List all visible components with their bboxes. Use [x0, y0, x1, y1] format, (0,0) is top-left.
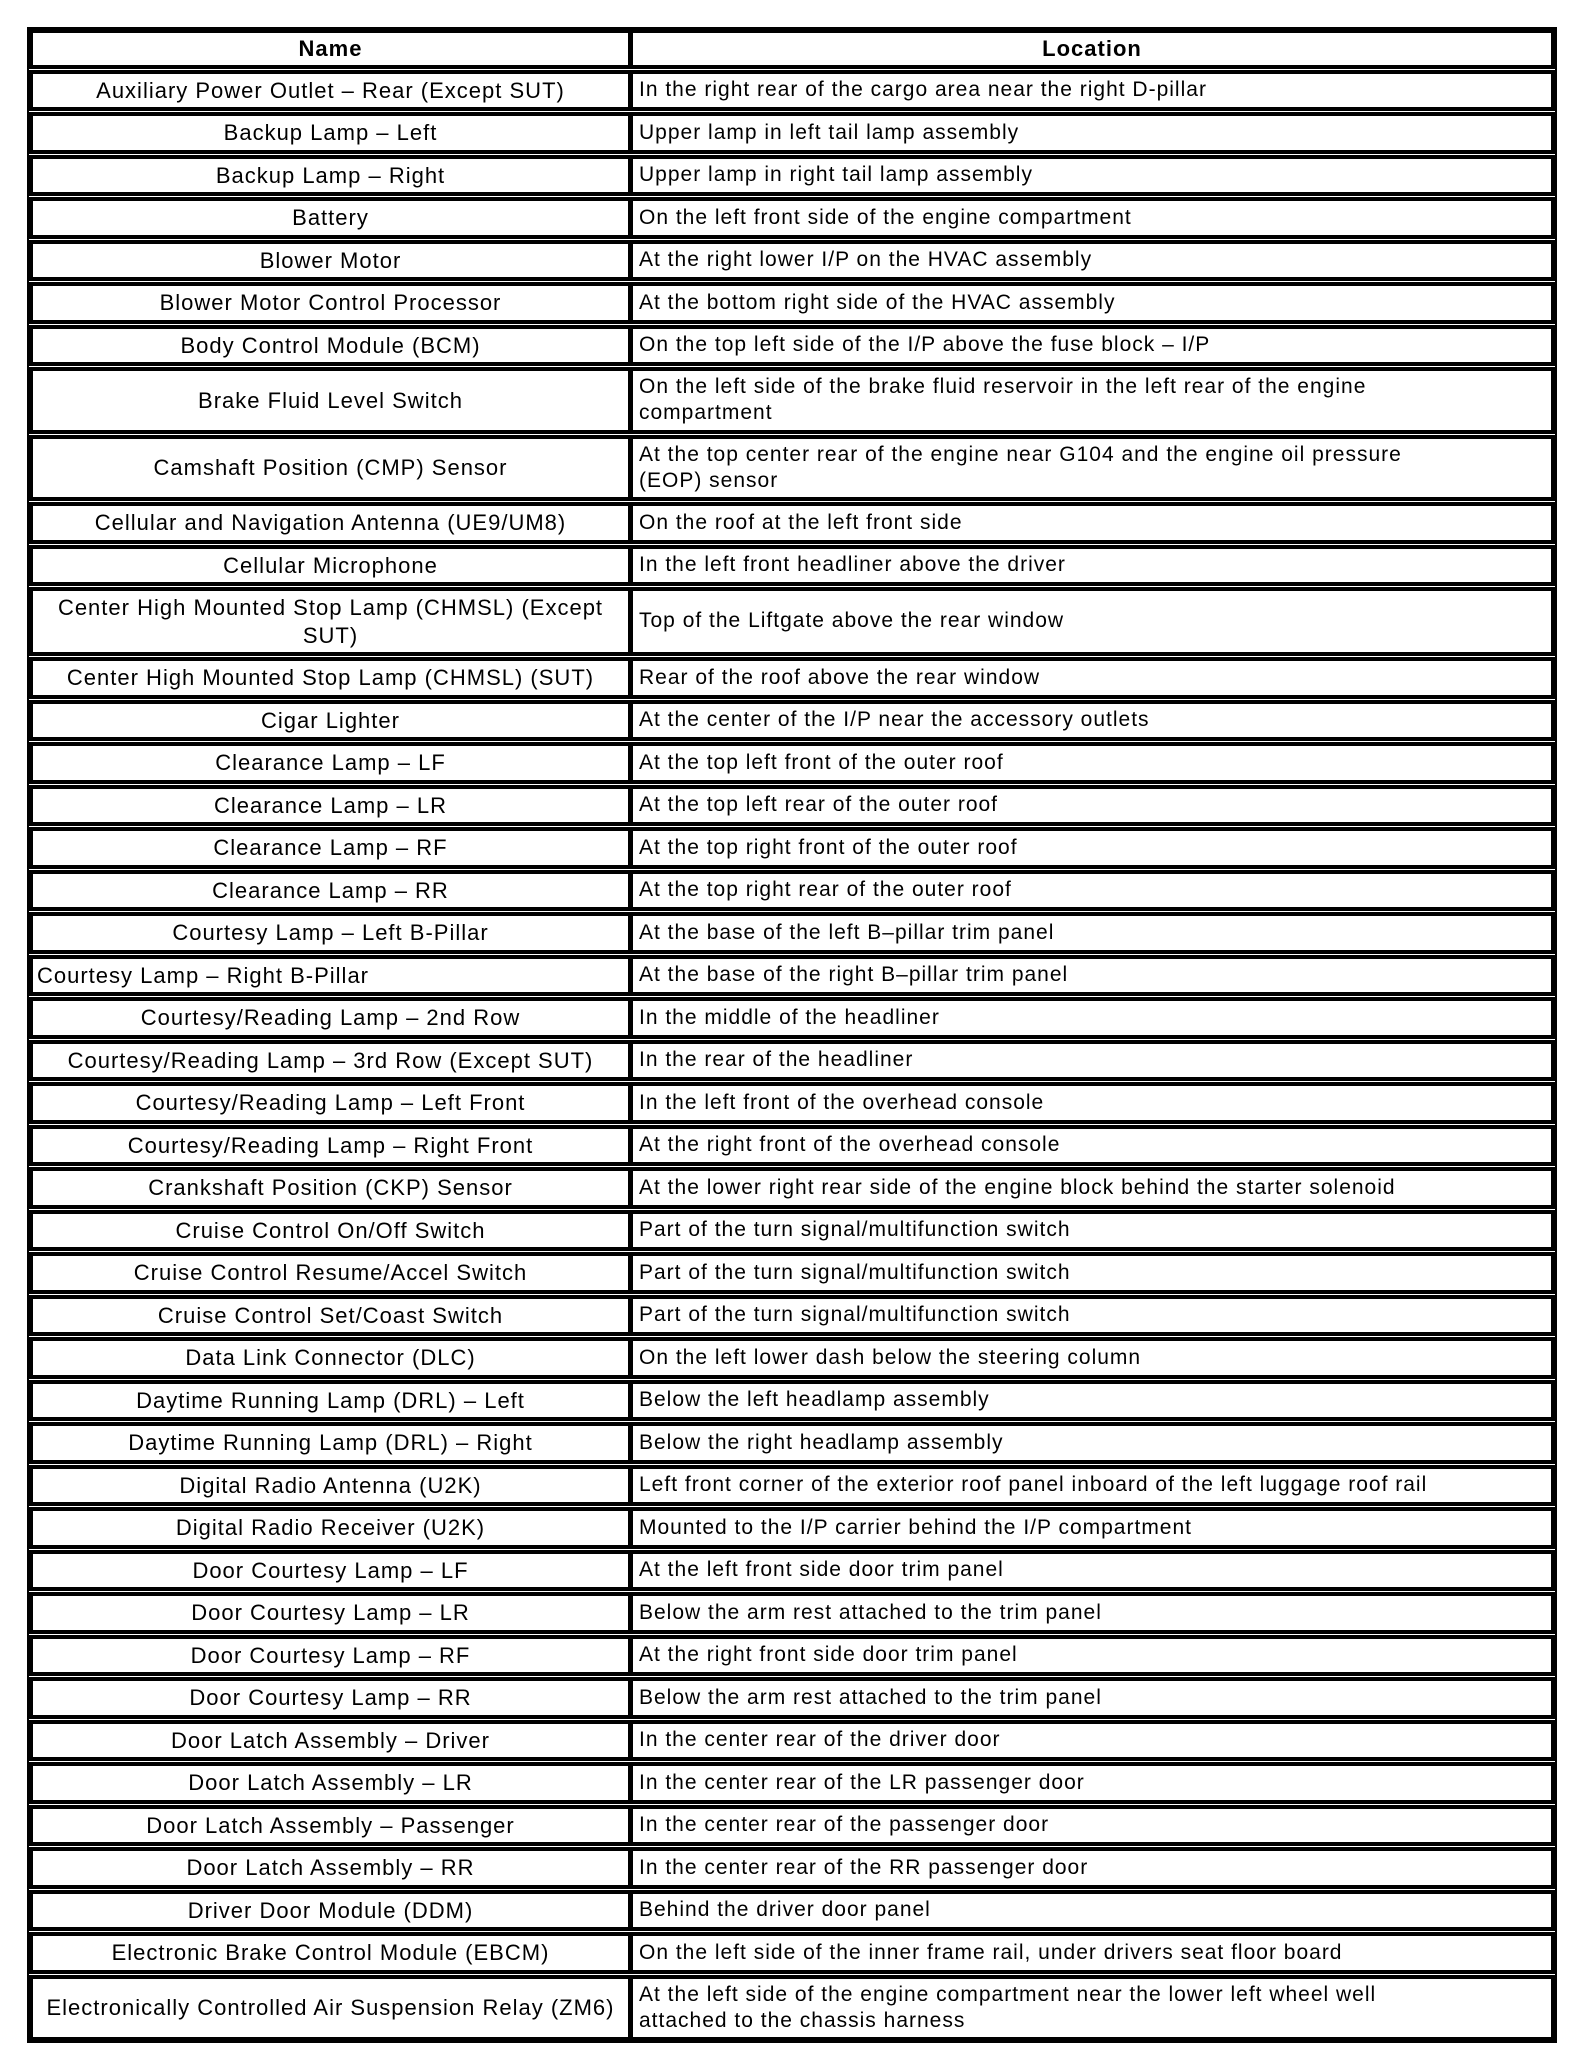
- component-name-cell: Backup Lamp – Right: [33, 159, 633, 193]
- table-row: [29, 1677, 1555, 1719]
- component-name-cell: Digital Radio Receiver (U2K): [33, 1511, 633, 1545]
- component-location-cell: At the base of the right B–pillar trim panel: [639, 963, 1069, 987]
- table-row: [29, 367, 1555, 434]
- component-location-cell: Upper lamp in right tail lamp assembly: [639, 163, 1033, 187]
- component-name-cell: Clearance Lamp – RF: [33, 831, 633, 865]
- table-row: [29, 742, 1555, 784]
- table-row: [29, 1252, 1555, 1294]
- table-row: [29, 1762, 1555, 1804]
- component-location-cell: At the left side of the engine compartment near the lower left wheel well attached to the chassis harness: [639, 1982, 1377, 2032]
- component-location-cell: Below the arm rest attached to the trim panel: [639, 1685, 1102, 1709]
- component-name-cell: Clearance Lamp – LF: [33, 746, 633, 780]
- component-name-cell: Courtesy/Reading Lamp – Left Front: [33, 1086, 633, 1120]
- table-row: [29, 1890, 1555, 1932]
- table-row: [29, 1975, 1555, 2042]
- table-row: [29, 325, 1555, 367]
- component-name-cell: Driver Door Module (DDM): [33, 1894, 633, 1928]
- component-name-cell: Body Control Module (BCM): [33, 329, 633, 363]
- component-name-cell: Cruise Control Resume/Accel Switch: [33, 1256, 633, 1290]
- component-location-cell: At the bottom right side of the HVAC assembly: [639, 290, 1116, 314]
- component-name-cell: Courtesy Lamp – Left B-Pillar: [33, 916, 633, 950]
- component-location-cell: On the roof at the left front side: [639, 510, 963, 534]
- table-row: [29, 1082, 1555, 1124]
- component-location-cell: In the center rear of the passenger door: [639, 1813, 1050, 1837]
- table-row: [29, 1380, 1555, 1422]
- table-row: [29, 785, 1555, 827]
- component-location-cell: In the center rear of the driver door: [639, 1728, 1001, 1752]
- locations-table: [27, 27, 1557, 2043]
- table-row: [29, 155, 1555, 197]
- table-row: [29, 1040, 1555, 1082]
- component-name-cell: Cruise Control On/Off Switch: [33, 1214, 633, 1248]
- component-location-cell: At the center of the I/P near the accessory outlets: [639, 708, 1150, 732]
- table-row: [29, 912, 1555, 954]
- table-row: [29, 870, 1555, 912]
- column-header-name: Name: [33, 33, 633, 65]
- table-row: [29, 197, 1555, 239]
- component-name-cell: Electronically Controlled Air Suspension Relay (ZM6): [33, 1979, 633, 2038]
- table-row: [29, 112, 1555, 154]
- table-row: [29, 1805, 1555, 1847]
- component-name-cell: Camshaft Position (CMP) Sensor: [33, 439, 633, 498]
- table-row: [29, 1592, 1555, 1634]
- table-row: [29, 1635, 1555, 1677]
- component-location-cell: In the left front of the overhead console: [639, 1090, 1045, 1114]
- table-row: [29, 657, 1555, 699]
- component-name-cell: Door Courtesy Lamp – LF: [33, 1554, 633, 1588]
- table-row: [29, 545, 1555, 587]
- component-location-cell: At the right lower I/P on the HVAC assembly: [639, 248, 1093, 272]
- component-location-cell: At the lower right rear side of the engine block behind the starter solenoid: [639, 1175, 1396, 1199]
- component-name-cell: Cellular and Navigation Antenna (UE9/UM8): [33, 506, 633, 540]
- component-location-cell: Behind the driver door panel: [639, 1898, 931, 1922]
- component-location-cell: Part of the turn signal/multifunction switch: [639, 1260, 1071, 1284]
- column-header-location: Location: [1042, 36, 1142, 61]
- component-location-cell: Below the arm rest attached to the trim panel: [639, 1600, 1102, 1624]
- table-row: [29, 1550, 1555, 1592]
- component-name-cell: Door Courtesy Lamp – RR: [33, 1681, 633, 1715]
- component-location-cell: Below the right headlamp assembly: [639, 1430, 1004, 1454]
- component-name-cell: Brake Fluid Level Switch: [33, 371, 633, 430]
- component-name-cell: Daytime Running Lamp (DRL) – Left: [33, 1384, 633, 1418]
- component-location-cell: At the top right front of the outer roof: [639, 835, 1018, 859]
- component-location-cell: At the left front side door trim panel: [639, 1558, 1004, 1582]
- component-name-cell: Door Latch Assembly – Driver: [33, 1724, 633, 1758]
- table-row: [29, 955, 1555, 997]
- component-name-cell: Door Latch Assembly – RR: [33, 1851, 633, 1885]
- component-name-cell: Courtesy/Reading Lamp – 2nd Row: [33, 1001, 633, 1035]
- table-row: [29, 1337, 1555, 1379]
- component-name-cell: Daytime Running Lamp (DRL) – Right: [33, 1426, 633, 1460]
- component-name-cell: Blower Motor Control Processor: [33, 286, 633, 320]
- component-location-cell: At the right front side door trim panel: [639, 1643, 1018, 1667]
- component-name-cell: Door Courtesy Lamp – RF: [33, 1639, 633, 1673]
- component-name-cell: Cigar Lighter: [33, 704, 633, 738]
- component-name-cell: Clearance Lamp – RR: [33, 874, 633, 908]
- component-location-cell: In the center rear of the LR passenger door: [639, 1770, 1085, 1794]
- table-row: [29, 1422, 1555, 1464]
- component-name-cell: Door Latch Assembly – LR: [33, 1766, 633, 1800]
- component-name-cell: Courtesy/Reading Lamp – 3rd Row (Except SUT): [33, 1044, 633, 1078]
- component-name-cell: Backup Lamp – Left: [33, 116, 633, 150]
- component-name-cell: Center High Mounted Stop Lamp (CHMSL) (Except SUT): [33, 591, 633, 652]
- component-location-cell: Upper lamp in left tail lamp assembly: [639, 120, 1020, 144]
- table-row: [29, 1720, 1555, 1762]
- component-location-cell: In the left front headliner above the driver: [639, 553, 1066, 577]
- table-row: [29, 700, 1555, 742]
- table-row: [29, 827, 1555, 869]
- table-row: [29, 435, 1555, 502]
- component-name-cell: Courtesy Lamp – Right B-Pillar: [33, 959, 633, 993]
- component-location-cell: In the center rear of the RR passenger door: [639, 1855, 1089, 1879]
- component-name-cell: Center High Mounted Stop Lamp (CHMSL) (SUT): [33, 661, 633, 695]
- component-location-cell: Top of the Liftgate above the rear window: [639, 609, 1065, 633]
- component-location-cell: Left front corner of the exterior roof panel inboard of the left luggage roof rail: [639, 1473, 1428, 1497]
- component-name-cell: Crankshaft Position (CKP) Sensor: [33, 1171, 633, 1205]
- table-row: [29, 1465, 1555, 1507]
- component-name-cell: Door Courtesy Lamp – LR: [33, 1596, 633, 1630]
- component-location-cell: Part of the turn signal/multifunction switch: [639, 1303, 1071, 1327]
- component-location-cell: At the top center rear of the engine near G104 and the engine oil pressure (EOP) sensor: [639, 442, 1402, 492]
- component-name-cell: Cruise Control Set/Coast Switch: [33, 1299, 633, 1333]
- component-name-cell: Cellular Microphone: [33, 549, 633, 583]
- component-location-cell: At the right front of the overhead console: [639, 1133, 1061, 1157]
- component-location-cell: At the top left rear of the outer roof: [639, 793, 999, 817]
- component-location-cell: In the middle of the headliner: [639, 1005, 940, 1029]
- component-location-cell: On the top left side of the I/P above the fuse block – I/P: [639, 333, 1211, 357]
- table-row: [29, 1507, 1555, 1549]
- component-location-cell: Mounted to the I/P carrier behind the I/P compartment: [639, 1515, 1193, 1539]
- component-location-cell: At the base of the left B–pillar trim panel: [639, 920, 1055, 944]
- table-row: [29, 1932, 1555, 1974]
- component-location-cell: In the rear of the headliner: [639, 1048, 914, 1072]
- table-row: [29, 502, 1555, 544]
- component-name-cell: Courtesy/Reading Lamp – Right Front: [33, 1129, 633, 1163]
- component-name-cell: Clearance Lamp – LR: [33, 789, 633, 823]
- component-location-cell: On the left side of the brake fluid reservoir in the left rear of the engine compartment: [639, 375, 1367, 425]
- component-location-cell: On the left front side of the engine compartment: [639, 205, 1132, 229]
- component-location-cell: In the right rear of the cargo area near the right D-pillar: [639, 78, 1207, 102]
- table-row: [29, 282, 1555, 324]
- table-row: [29, 1847, 1555, 1889]
- table-header-row: [29, 29, 1555, 69]
- component-name-cell: Auxiliary Power Outlet – Rear (Except SUT): [33, 74, 633, 108]
- component-name-cell: Digital Radio Antenna (U2K): [33, 1469, 633, 1503]
- component-location-cell: At the top right rear of the outer roof: [639, 878, 1012, 902]
- table-row: [29, 70, 1555, 112]
- table-row: [29, 1210, 1555, 1252]
- component-location-cell: On the left lower dash below the steering column: [639, 1345, 1142, 1369]
- component-name-cell: Door Latch Assembly – Passenger: [33, 1809, 633, 1843]
- table-row: [29, 587, 1555, 656]
- component-name-cell: Electronic Brake Control Module (EBCM): [33, 1936, 633, 1970]
- component-name-cell: Battery: [33, 201, 633, 235]
- table-row: [29, 1295, 1555, 1337]
- component-location-cell: At the top left front of the outer roof: [639, 750, 1004, 774]
- table-row: [29, 240, 1555, 282]
- component-location-cell: Part of the turn signal/multifunction switch: [639, 1218, 1071, 1242]
- component-location-cell: Below the left headlamp assembly: [639, 1388, 990, 1412]
- component-name-cell: Blower Motor: [33, 244, 633, 278]
- component-location-cell: On the left side of the inner frame rail, under drivers seat floor board: [639, 1940, 1343, 1964]
- component-location-cell: Rear of the roof above the rear window: [639, 665, 1041, 689]
- table-row: [29, 1125, 1555, 1167]
- table-row: [29, 997, 1555, 1039]
- table-row: [29, 1167, 1555, 1209]
- component-name-cell: Data Link Connector (DLC): [33, 1341, 633, 1375]
